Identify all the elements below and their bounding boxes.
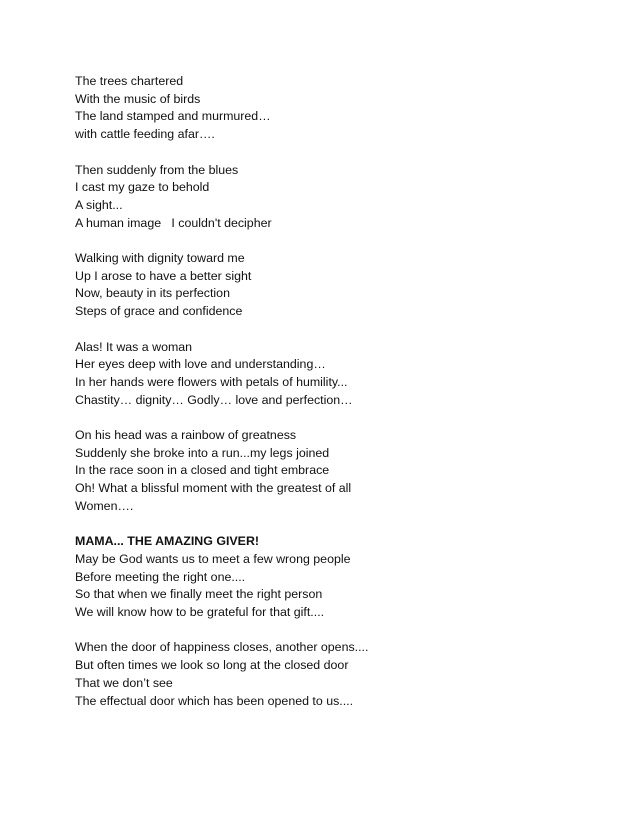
poem-line: Then suddenly from the blues xyxy=(75,162,239,177)
poem-line: So that when we finally meet the right person xyxy=(75,587,323,602)
stanza-7 xyxy=(75,639,595,710)
poem-line: That we don’t see xyxy=(75,675,173,690)
poem-line: When the door of happiness closes, another opens.... xyxy=(75,640,369,655)
stanza-4 xyxy=(75,339,595,410)
poem-line: Suddenly she broke into a run...my legs joined xyxy=(75,445,330,460)
poem-line: Up I arose to have a better sight xyxy=(75,268,252,283)
poem-line: with cattle feeding afar…. xyxy=(75,127,215,142)
poem-line: Oh! What a blissful moment with the greatest of all xyxy=(75,481,352,496)
stanza-6 xyxy=(75,533,595,622)
poem-line: Before meeting the right one.... xyxy=(75,569,246,584)
poem-line: We will know how to be grateful for that gift.... xyxy=(75,605,325,620)
poem-line: The trees chartered xyxy=(75,74,184,88)
stanza-3 xyxy=(75,250,595,321)
poem-title: MAMA... THE AMAZING GIVER! xyxy=(75,534,260,549)
poem-line: But often times we look so long at the closed door xyxy=(75,658,349,673)
poem-line: Alas! It was a woman xyxy=(75,339,193,354)
poem-line: In her hands were flowers with petals of humility... xyxy=(75,374,348,389)
poem-line: The effectual door which has been opened to us.... xyxy=(75,693,354,708)
poem-line: Steps of grace and confidence xyxy=(75,304,243,319)
poem-line: The land stamped and murmured… xyxy=(75,109,271,124)
stanza-5 xyxy=(75,427,595,516)
poem-line: May be God wants us to meet a few wrong people xyxy=(75,551,351,566)
stanza-2 xyxy=(75,162,595,233)
poem-line: Her eyes deep with love and understanding… xyxy=(75,357,326,372)
poem-line: A human image I couldn't decipher xyxy=(75,215,272,230)
poem-line: A sight... xyxy=(75,197,123,212)
poem-line: With the music of birds xyxy=(75,91,201,106)
stanza-1 xyxy=(75,73,595,144)
poem-line: Now, beauty in its perfection xyxy=(75,286,230,301)
poem-line: On his head was a rainbow of greatness xyxy=(75,428,297,442)
poem-line: Women…. xyxy=(75,498,134,513)
poem-line: Walking with dignity toward me xyxy=(75,251,245,265)
poem-line: In the race soon in a closed and tight embrace xyxy=(75,463,330,478)
poem-line: Chastity… dignity… Godly… love and perfection… xyxy=(75,392,353,407)
poem-line: I cast my gaze to behold xyxy=(75,180,210,195)
document-page xyxy=(75,73,595,728)
